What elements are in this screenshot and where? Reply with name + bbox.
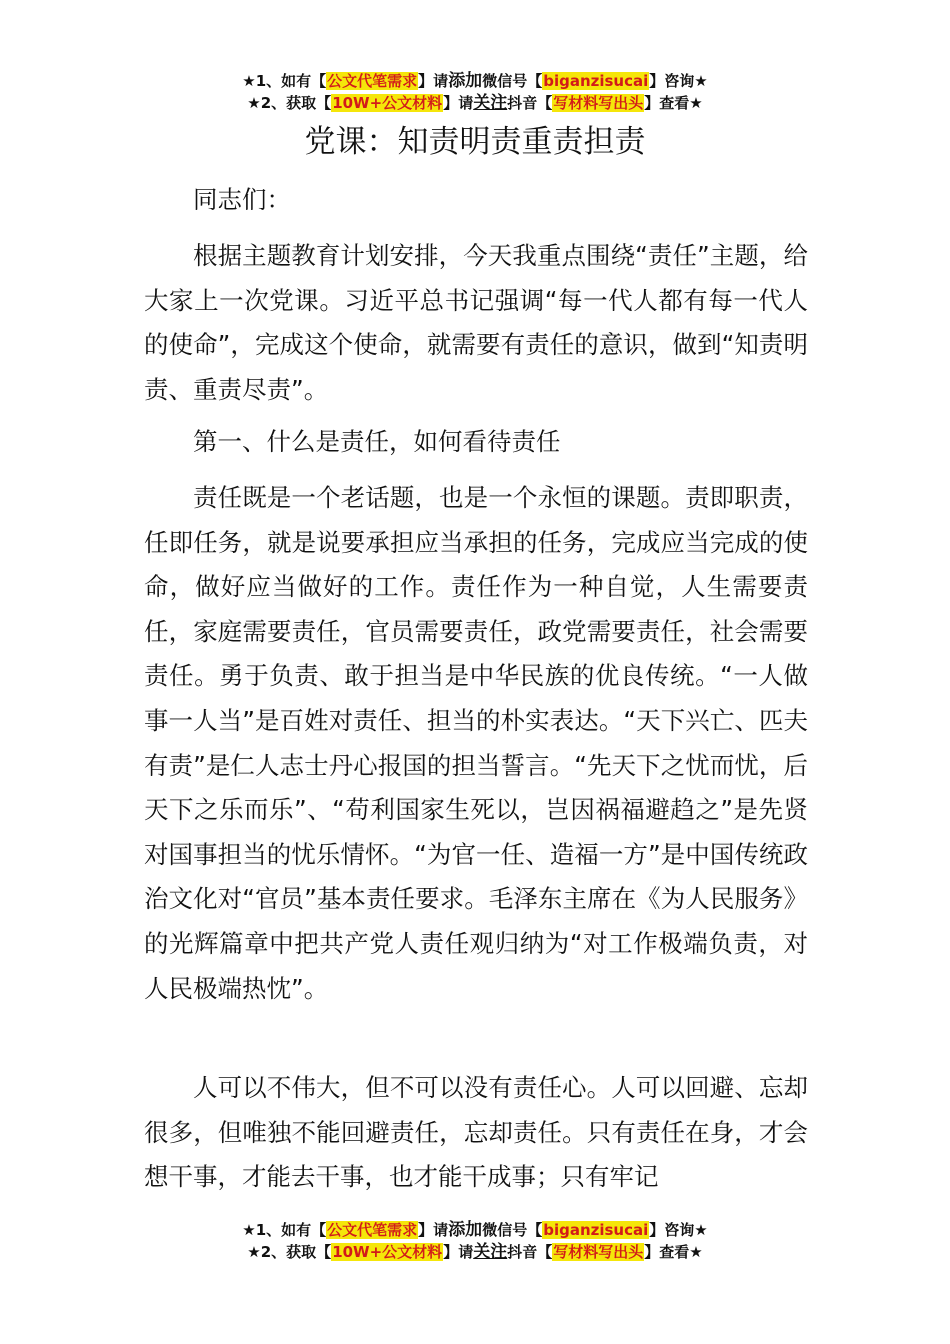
promo-highlight: 10W+公文材料 bbox=[332, 1243, 443, 1261]
promo-text: 】咨询★ bbox=[649, 1221, 708, 1239]
promo-text: ★1、如有【 bbox=[242, 72, 327, 90]
promo-text: 抖音【 bbox=[507, 94, 553, 112]
promo-emphasis: 添加 bbox=[448, 71, 483, 91]
promo-text: ★2、获取【 bbox=[247, 1243, 332, 1261]
promo-text: 微信号【 bbox=[482, 1221, 543, 1239]
promo-line-2 bbox=[0, 92, 950, 114]
paragraph-1: 根据主题教育计划安排，今天我重点围绕“责任”主题，给大家上一次党课。习近平总书记强调“每一代人都有每一代人的使命”，完成这个使命，就需要有责任的意识，做到“知责明责、重责尽责”。 bbox=[144, 241, 808, 404]
paragraph-block bbox=[144, 1066, 808, 1200]
promo-emphasis: 关注 bbox=[473, 1242, 508, 1262]
promo-text: 微信号【 bbox=[482, 72, 543, 90]
section-heading-1: 第一、什么是责任，如何看待责任 bbox=[193, 427, 561, 456]
promo-emphasis: 关注 bbox=[473, 93, 508, 113]
promo-text: 】咨询★ bbox=[649, 72, 708, 90]
greeting: 同志们： bbox=[193, 185, 291, 214]
promo-line-2 bbox=[0, 1241, 950, 1263]
promo-douyin-id: 写材料写出头 bbox=[553, 94, 644, 112]
footer-promo-banner bbox=[0, 1219, 950, 1263]
promo-wechat-id: biganzisucai bbox=[543, 1221, 649, 1239]
paragraph-block bbox=[144, 234, 808, 412]
promo-douyin-id: 写材料写出头 bbox=[553, 1243, 644, 1261]
document-title: 党课：知责明责重责担责 bbox=[304, 124, 646, 160]
promo-text: 】请 bbox=[443, 94, 474, 112]
promo-text: ★1、如有【 bbox=[242, 1221, 327, 1239]
promo-text: 】请 bbox=[443, 1243, 474, 1261]
promo-line-1 bbox=[0, 1219, 950, 1241]
header-promo-banner bbox=[0, 70, 950, 114]
promo-text: 】请 bbox=[418, 72, 449, 90]
greeting-block bbox=[144, 178, 808, 223]
paragraph-2: 责任既是一个老话题，也是一个永恒的课题。责即职责，任即任务，就是说要承担应当承担的任务，完成应当完成的使命，做好应当做好的工作。责任作为一种自觉，人生需要责任，家庭需要责任，官员需要责任，政党需要责任，社会需要责任。勇于负责、敢于担当是中华民族的优良传统。“一人做事一人当”是百姓对责任、担当的朴实表达。“天下兴亡、匹夫有责”是仁人志士丹心报国的担当誓言。“先天下之忧而忧，后天下之乐而乐”、“苟利国家生死以，岂因祸福避趋之”是先贤对国事担当的忧乐情怀。“为官一任、造福一方”是中国传统政治文化对“官员”基本责任要求。毛泽东主席在《为人民服务》的光辉篇章中把共产党人责任观归纳为“对工作极端负责，对人民极端热忱”。 bbox=[144, 483, 808, 1003]
promo-text: 抖音【 bbox=[507, 1243, 553, 1261]
promo-text: 】请 bbox=[418, 1221, 449, 1239]
promo-wechat-id: biganzisucai bbox=[543, 72, 649, 90]
promo-line-1 bbox=[0, 70, 950, 92]
promo-text: ★2、获取【 bbox=[247, 94, 332, 112]
promo-highlight: 公文代笔需求 bbox=[327, 1221, 418, 1239]
section-heading-block bbox=[144, 420, 808, 465]
paragraph-block bbox=[144, 476, 808, 1011]
promo-emphasis: 添加 bbox=[448, 1220, 483, 1240]
paragraph-3: 人可以不伟大，但不可以没有责任心。人可以回避、忘却很多，但唯独不能回避责任，忘却责任。只有责任在身，才会想干事，才能去干事，也才能干成事；只有牢记 bbox=[144, 1073, 808, 1192]
promo-text: 】查看★ bbox=[644, 94, 703, 112]
promo-highlight: 10W+公文材料 bbox=[332, 94, 443, 112]
promo-text: 】查看★ bbox=[644, 1243, 703, 1261]
promo-highlight: 公文代笔需求 bbox=[327, 72, 418, 90]
